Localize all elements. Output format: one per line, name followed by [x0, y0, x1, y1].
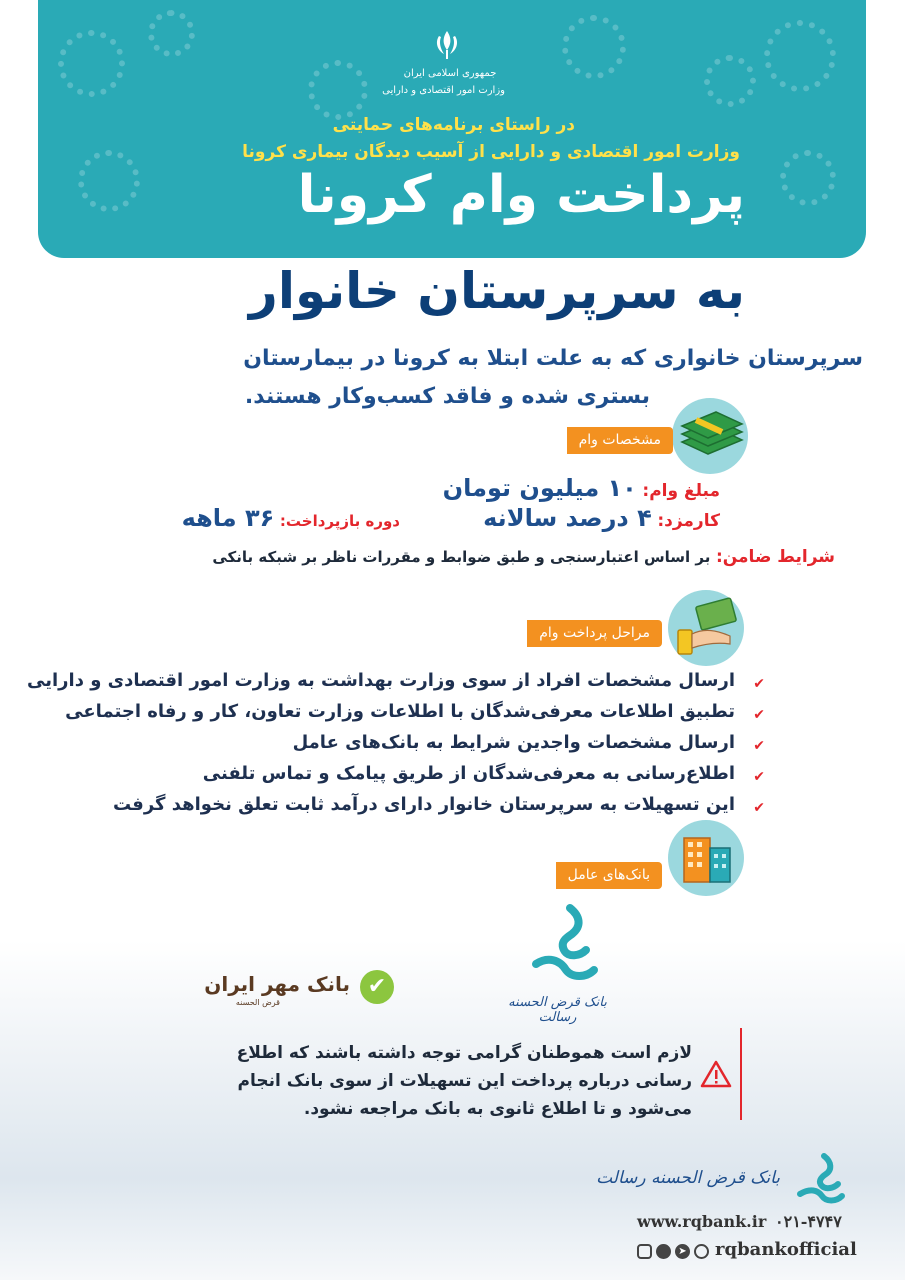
period-label: دوره بازپرداخت:: [279, 512, 400, 530]
check-icon: ✔: [753, 676, 765, 692]
resalat-footer-logo-icon: [790, 1150, 852, 1206]
money-stack-icon: [676, 402, 748, 468]
iran-emblem-icon: [430, 28, 464, 62]
loan-specs-tag: مشخصات وام: [567, 427, 673, 454]
check-icon: ✔: [753, 707, 765, 723]
buildings-icon: [676, 824, 740, 888]
social-handle[interactable]: rqbankofficial: [715, 1239, 857, 1260]
footer-bank-name: بانک قرض الحسنه رسالت: [596, 1168, 780, 1188]
main-title: پرداخت وام کرونا: [297, 165, 745, 225]
mehr-check-icon: ✔: [360, 970, 394, 1004]
period-row: [182, 504, 400, 532]
check-icon: ✔: [753, 738, 765, 754]
virus-decoration: [562, 15, 626, 79]
step-item: اطلاع‌رسانی به معرفی‌شدگان از طریق پیامک و تماس تلفنی: [202, 763, 735, 784]
loan-amount-row: [443, 474, 720, 502]
virus-decoration: [58, 30, 125, 97]
notice-line1: لازم است هموطنان گرامی توجه داشته باشند که اطلاع: [236, 1043, 692, 1063]
check-icon: ✔: [753, 769, 765, 785]
warning-icon: [700, 1060, 732, 1088]
check-icon: ✔: [753, 800, 765, 816]
website-link[interactable]: www.rqbank.ir: [637, 1212, 767, 1231]
intro-line2: بستری شده و فاقد کسب‌وکار هستند.: [244, 384, 650, 409]
virus-decoration: [780, 150, 836, 206]
step-item: ارسال مشخصات افراد از سوی وزارت بهداشت به وزارت امور اقتصادی و دارایی: [27, 670, 735, 691]
banks-tag: بانک‌های عامل: [556, 862, 662, 889]
step-item: این تسهیلات به سرپرستان خانوار دارای درآمد ثابت تعلق نخواهد گرفت: [112, 794, 735, 815]
mehr-bank-name: بانک مهر ایران: [204, 972, 350, 996]
cash-hand-icon: [672, 594, 742, 660]
gov-name-line1: جمهوری اسلامی ایران: [403, 68, 497, 79]
intro-line1: سرپرستان خانواری که به علت ابتلا به کرونا در بیمارستان: [243, 346, 863, 371]
guarantee-row: [212, 547, 835, 567]
telegram-icon[interactable]: ➤: [675, 1244, 690, 1259]
mehr-bank-sub: قرض الحسنه: [235, 998, 280, 1007]
virus-decoration: [704, 55, 756, 107]
fee-label: کارمزد:: [657, 511, 720, 531]
virus-decoration: [764, 20, 836, 92]
fee-value: ۴ درصد سالانه: [483, 504, 652, 532]
virus-decoration: [308, 60, 368, 120]
aparat-icon[interactable]: [656, 1244, 671, 1259]
notice-divider: [740, 1028, 742, 1120]
subtitle-line2: وزارت امور اقتصادی و دارایی از آسیب دیدگان بیماری کرونا: [242, 142, 740, 162]
notice-line2: رسانی درباره پرداخت این تسهیلات از سوی بانک انجام: [237, 1071, 692, 1091]
step-item: تطبیق اطلاعات معرفی‌شدگان با اطلاعات وزارت تعاون، کار و رفاه اجتماعی: [65, 701, 735, 722]
whatsapp-icon[interactable]: [694, 1244, 709, 1259]
phone-number: ۰۲۱-۴۷۴۷: [775, 1212, 842, 1231]
resalat-name: بانک قرض الحسنه رسالت: [508, 995, 607, 1025]
gov-name-line2: وزارت امور اقتصادی و دارایی: [382, 85, 505, 96]
period-value: ۳۶ ماهه: [181, 504, 275, 532]
step-item: ارسال مشخصات واجدین شرایط به بانک‌های عامل: [292, 732, 735, 753]
instagram-icon[interactable]: [637, 1244, 652, 1259]
fee-row: [483, 504, 720, 532]
virus-decoration: [78, 150, 140, 212]
loan-amount-value: ۱۰ میلیون تومان: [442, 474, 637, 502]
steps-tag: مراحل پرداخت وام: [527, 620, 662, 647]
guarantee-label: شرایط ضامن:: [715, 547, 835, 567]
guarantee-value: بر اساس اعتبارسنجی و طبق ضوابط و مقررات ناظر بر شبکه بانکی: [212, 548, 711, 566]
subtitle-line1: در راستای برنامه‌های حمایتی: [332, 115, 575, 135]
notice-line3: می‌شود و تا اطلاع ثانوی به بانک مراجعه نشود.: [303, 1099, 692, 1119]
loan-amount-label: مبلغ وام:: [642, 481, 720, 501]
virus-decoration: [148, 10, 195, 57]
secondary-title: به سرپرستان خانوار: [249, 262, 745, 320]
resalat-logo-icon: [520, 900, 610, 995]
